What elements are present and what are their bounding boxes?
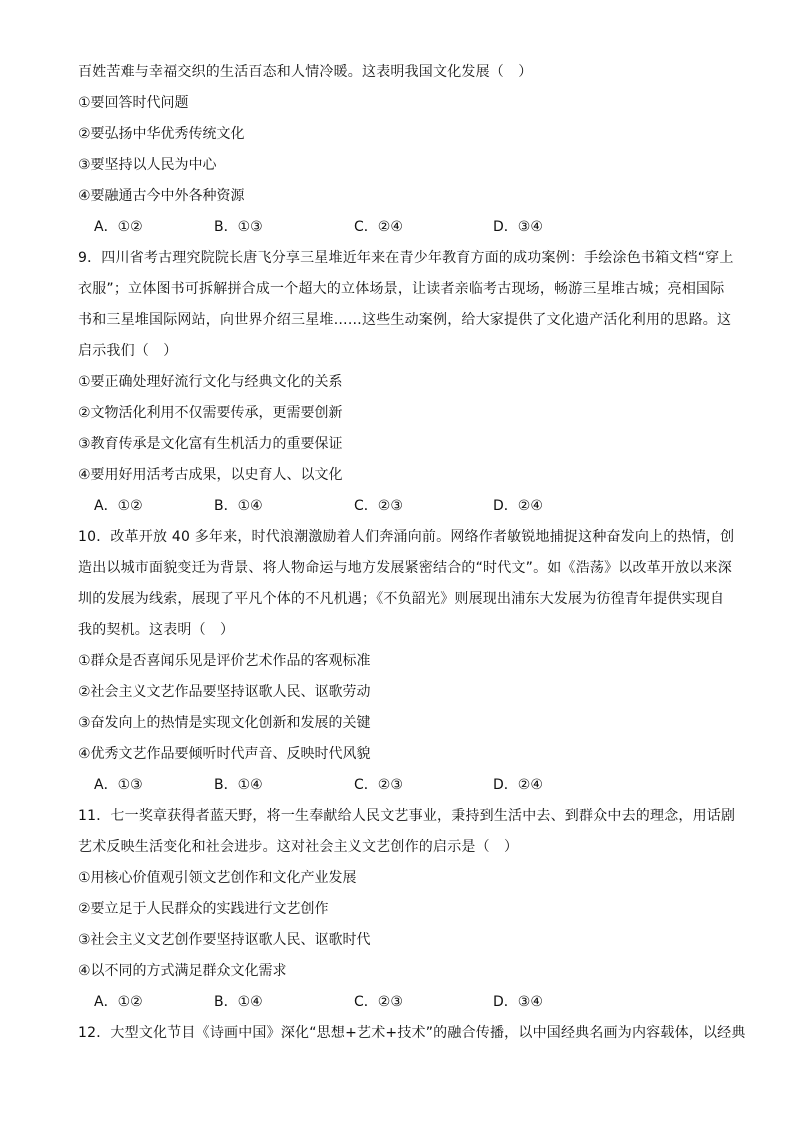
q11-option-3: ③社会主义文艺创作要坚持讴歌人民、讴歌时代 — [78, 932, 371, 948]
q8-option-4: ④要融通古今中外各种资源 — [78, 188, 245, 204]
q8-option-1: ①要回答时代问题 — [78, 95, 189, 111]
q9-choice-d: D．②④ — [493, 498, 543, 514]
q9-stem-line: 书和三星堆国际网站，向世界介绍三星堆……这些生动案例，给大家提供了文化遗产活化利用的思路。这 — [78, 312, 732, 328]
q10-option-4: ④优秀文艺作品要倾听时代声音、反映时代风貌 — [78, 746, 371, 762]
q11-stem-line: 艺术反映生活变化和社会进步。这对社会主义文艺创作的启示是（ ） — [78, 839, 519, 855]
q8-option-2: ②要弘扬中华优秀传统文化 — [78, 126, 245, 142]
q8-choices — [78, 217, 720, 237]
q10-option-2: ②社会主义文艺作品要坚持讴歌人民、讴歌劳动 — [78, 684, 371, 700]
q10-stem-line: 我的契机。这表明（ ） — [78, 622, 235, 638]
q10-option-3: ③奋发向上的热情是实现文化创新和发展的关键 — [78, 715, 371, 731]
q10-choices — [78, 775, 720, 795]
q11-choice-a: A．①② — [94, 994, 143, 1010]
q10-stem-line: 造出以城市面貌变迁为背景、将人物命运与地方发展紧密结合的“时代文”。如《浩荡》以改革开放以来深 — [78, 560, 732, 576]
q11-option-2: ②要立足于人民群众的实践进行文艺创作 — [78, 901, 329, 917]
q11-option-1: ①用核心价值观引领文艺创作和文化产业发展 — [78, 870, 357, 886]
q8-stem-line: 百姓苦难与幸福交织的生活百态和人情冷暖。这表明我国文化发展（ ） — [78, 64, 533, 80]
q9-stem-line: 9．四川省考古理究院院长唐飞分享三星堆近年来在青少年教育方面的成功案例：手绘涂色书箱文档“穿上 — [78, 250, 734, 266]
q11-stem-line: 11．七一奖章获得者蓝天野，将一生奉献给人民文艺事业，秉持到生活中去、到群众中去的理念，用话剧 — [78, 808, 736, 824]
q11-choices — [78, 992, 720, 1012]
q9-option-3: ③教育传承是文化富有生机活力的重要保证 — [78, 436, 343, 452]
q9-option-4: ④要用好用活考古成果，以史育人、以文化 — [78, 467, 343, 483]
q9-option-1: ①要正确处理好流行文化与经典文化的关系 — [78, 374, 343, 390]
q10-choice-c: C．②③ — [354, 777, 403, 793]
q8-choice-d: D．③④ — [493, 219, 543, 235]
q11-choice-c: C．②③ — [354, 994, 403, 1010]
q9-option-2: ②文物活化利用不仅需要传承，更需要创新 — [78, 405, 343, 421]
q11-option-4: ④以不同的方式满足群众文化需求 — [78, 963, 287, 979]
q9-choices — [78, 496, 720, 516]
q10-stem-line: 圳的发展为线索，展现了平凡个体的不凡机遇；《不负韶光》则展现出浦东大发展为彷徨青年提供实现自 — [78, 591, 725, 607]
document-body — [78, 62, 746, 1054]
q12-stem-line: 12．大型文化节目《诗画中国》深化“思想+艺术+技术”的融合传播，以中国经典名画为内容载体，以经典 — [78, 1025, 746, 1041]
q10-choice-d: D．②④ — [493, 777, 543, 793]
q9-choice-a: A．①② — [94, 498, 143, 514]
q8-choice-a: A．①② — [94, 219, 143, 235]
q9-choice-b: B．①④ — [214, 498, 263, 514]
q10-choice-b: B．①④ — [214, 777, 263, 793]
q9-choice-c: C．②③ — [354, 498, 403, 514]
q11-choice-d: D．③④ — [493, 994, 543, 1010]
q10-choice-a: A．①③ — [94, 777, 143, 793]
q8-option-3: ③要坚持以人民为中心 — [78, 157, 217, 173]
q10-stem-line: 10．改革开放 40 多年来，时代浪潮激励着人们奔涌向前。网络作者敏锐地捕捉这种奋发向上的热情，创 — [78, 529, 735, 545]
q8-choice-c: C．②④ — [354, 219, 403, 235]
q9-stem-line: 衣服”；立体图书可拆解拼合成一个超大的立体场景，让读者亲临考古现场，畅游三星堆古城；亮相国际 — [78, 281, 725, 297]
q10-option-1: ①群众是否喜闻乐见是评价艺术作品的客观标准 — [78, 653, 371, 669]
q8-choice-b: B．①③ — [214, 219, 263, 235]
q9-stem-line: 启示我们（ ） — [78, 343, 178, 359]
q11-choice-b: B．①④ — [214, 994, 263, 1010]
